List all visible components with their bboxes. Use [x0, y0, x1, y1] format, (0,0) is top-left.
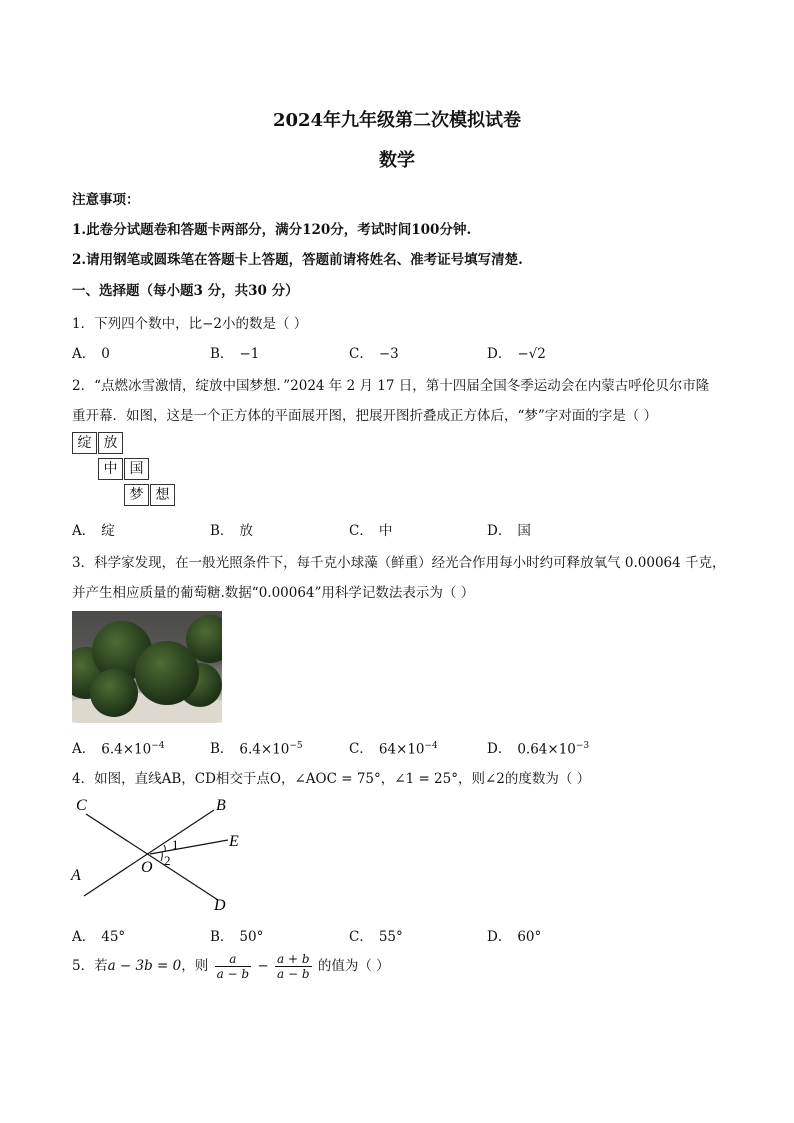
point-a-label: A: [71, 867, 81, 884]
line-ab: [84, 810, 214, 896]
angle-1-label: 1: [172, 837, 179, 852]
subject-title: 数学: [379, 150, 415, 171]
angle-1-arc: [164, 845, 165, 851]
angle-2-label: 2: [164, 853, 171, 868]
net-cell: 国: [124, 458, 149, 480]
section-heading: 一、选择题（每小题3 分，共30 分）: [72, 283, 299, 299]
option-c: C． −3: [349, 346, 399, 362]
angle-2-arc: [161, 852, 162, 861]
point-c-label: C: [76, 797, 87, 814]
question-4-options: [72, 925, 712, 945]
option-a: A． $6.4\times 10^{-4}$: [72, 740, 165, 757]
line-cd: [86, 814, 218, 900]
question-1-stem: 1．下列四个数中，比−2小的数是（ ）: [72, 316, 308, 332]
notice-item-2: 2.请用钢笔或圆珠笔在答题卡上答题，答题前请将姓名、准考证号填写清楚.: [72, 252, 523, 268]
cube-net: [72, 432, 182, 510]
question-3-stem-line-1: 3．科学家发现，在一般光照条件下，每千克小球藻（鲜重）经光合作用每小时约可释放氧气 0.00064 千克，: [72, 555, 726, 571]
option-a: A． 绽: [72, 523, 115, 539]
exam-title: 2024年九年级第二次模拟试卷: [272, 110, 522, 131]
question-4-stem: 4．如图，直线AB，CD相交于点O，∠AOC = 75°，∠1 = 25°，则∠2的度数为（ ）: [72, 771, 591, 787]
option-a: A． 0: [72, 346, 110, 362]
ray-oe: [150, 840, 228, 854]
option-b: B． −1: [210, 346, 260, 362]
option-a: A． 45°: [72, 929, 126, 945]
fraction-1: $\frac{a}{a - b}$: [216, 952, 250, 981]
notice-item-1: 1.此卷分试题卷和答题卡两部分，满分120分，考试时间100分钟.: [72, 222, 472, 238]
point-o-label: O: [141, 859, 153, 876]
question-1-options: [72, 342, 712, 362]
net-cell: 梦: [124, 484, 149, 506]
option-d: D． $0.64\times 10^{-3}$: [487, 740, 590, 757]
question-3-stem-line-2: 并产生相应质量的葡萄糖.数据“0.00064”用科学记数法表示为（ ）: [72, 585, 475, 601]
net-cell: 中: [98, 458, 123, 480]
fraction-2: $\frac{a + b}{a - b}$: [277, 952, 310, 981]
option-c: C． $64\times 10^{-4}$: [349, 740, 438, 757]
moss-balls-illustration: [72, 611, 222, 723]
option-b: B． $6.4\times 10^{-5}$: [210, 740, 303, 757]
question-2-options: [72, 519, 712, 539]
net-cell: 想: [150, 484, 175, 506]
option-d: D． 国: [487, 523, 531, 539]
point-e-label: E: [229, 833, 239, 850]
option-b: B． 50°: [210, 929, 264, 945]
moss-balls-photo: [72, 611, 222, 723]
option-d: D． 60°: [487, 929, 542, 945]
question-5-stem: 5．若a − 3b = 0，则 $\frac{a}{a - b}$ − $\frac{a + b}{a - b}$ 的值为（ ）: [72, 952, 390, 981]
point-d-label: D: [214, 897, 226, 914]
option-d: D． −√2: [487, 346, 546, 362]
notice-heading: 注意事项：: [72, 192, 140, 208]
option-c: C． 中: [349, 523, 393, 539]
net-cell: 绽: [72, 432, 97, 454]
option-c: C． 55°: [349, 929, 403, 945]
angle-diagram: [66, 792, 256, 916]
question-2-stem-line-2: 重开幕．如图，这是一个正方体的平面展开图，把展开图折叠成正方体后，“梦”字对面的字是（ ）: [72, 408, 658, 424]
option-b: B． 放: [210, 523, 253, 539]
net-cell: 放: [98, 432, 123, 454]
question-2-stem-line-1: 2．“点燃冰雪激情，绽放中国梦想．”2024 年 2 月 17 日，第十四届全国冬季运动会在内蒙古呼伦贝尔市隆: [72, 378, 710, 394]
question-3-options: [72, 737, 712, 757]
condition: a − 3b = 0: [107, 958, 182, 974]
point-b-label: B: [216, 797, 226, 814]
